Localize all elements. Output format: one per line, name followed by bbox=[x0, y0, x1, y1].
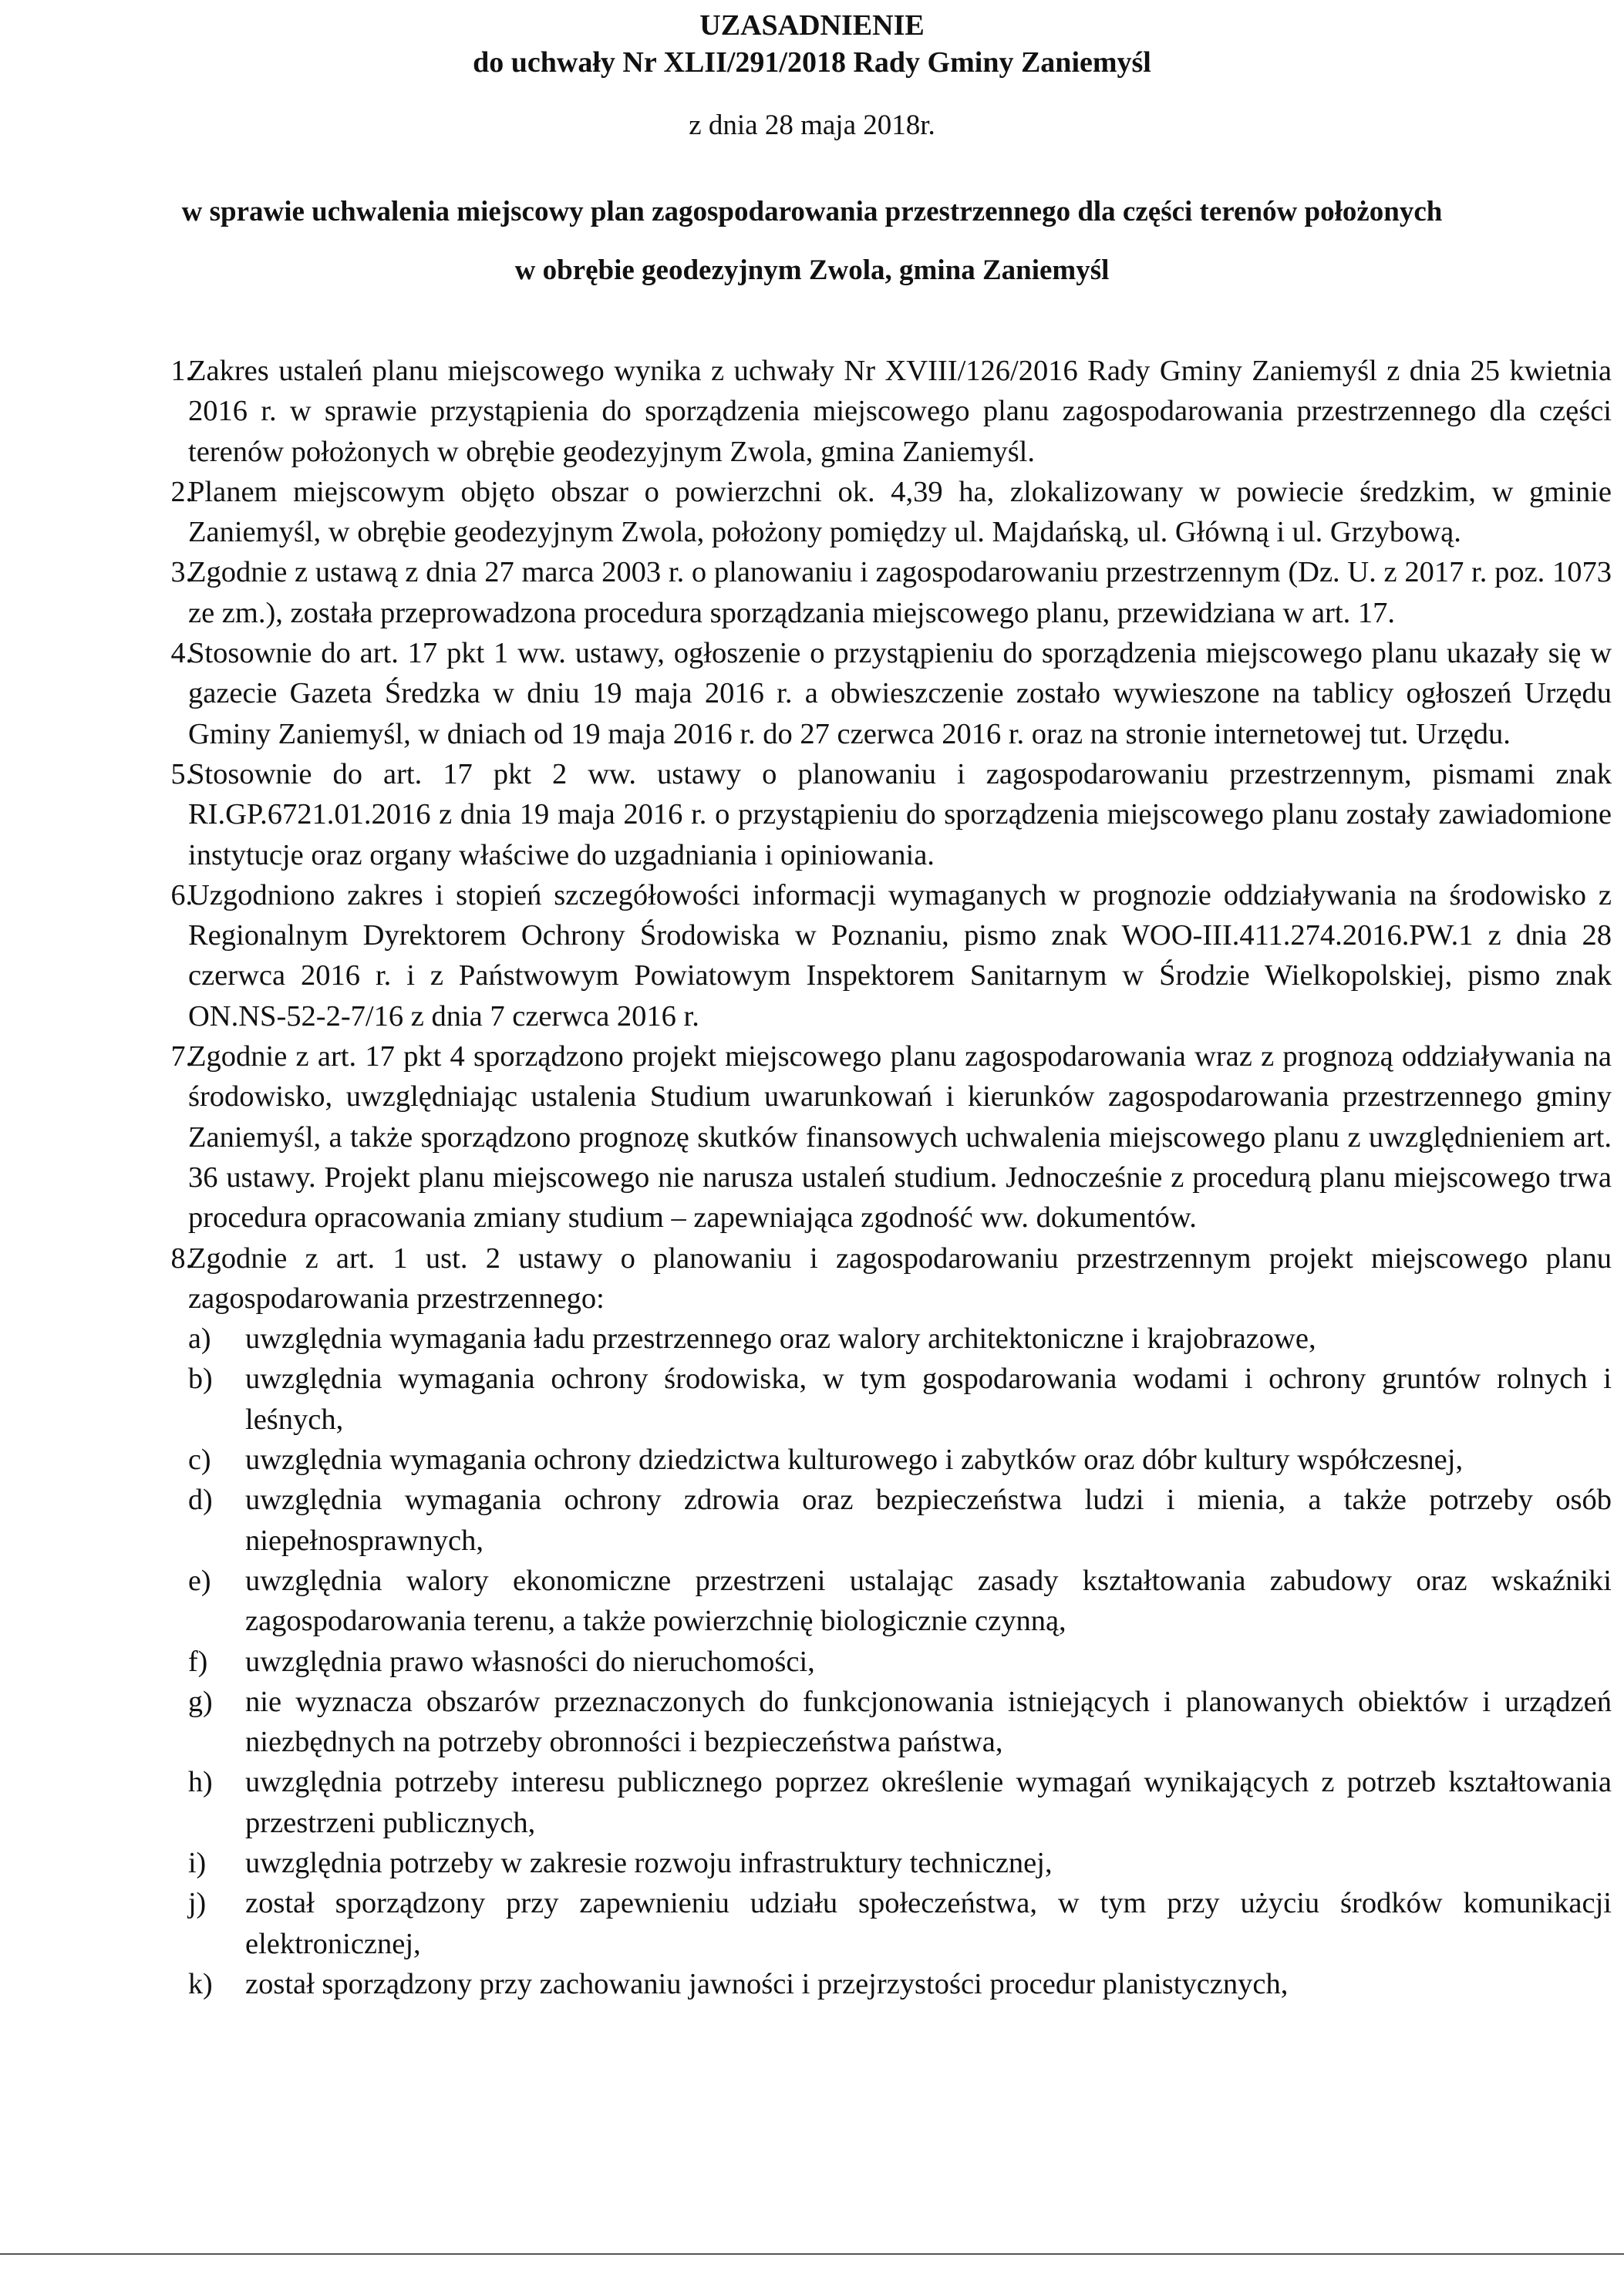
sub-item-letter: g) bbox=[188, 1685, 213, 1718]
sub-item-letter: k) bbox=[188, 1967, 213, 2000]
sub-item-letter: e) bbox=[188, 1564, 211, 1597]
sub-item-g bbox=[188, 1682, 1612, 1763]
item-number: 4. bbox=[170, 637, 193, 670]
sub-item-k bbox=[188, 1964, 1612, 2004]
sub-list bbox=[188, 1319, 1612, 2004]
subject-line-2: w obrębie geodezyjnym Zwola, gmina Zaniemyśl bbox=[514, 254, 1110, 286]
sub-item-letter: b) bbox=[188, 1363, 213, 1396]
justification-list bbox=[0, 351, 1624, 2004]
document-title: UZASADNIENIE bbox=[699, 9, 925, 42]
item-number: 3. bbox=[170, 556, 193, 589]
item-number: 7. bbox=[170, 1040, 193, 1073]
item-text: Zgodnie z art. 1 ust. 2 ustawy o planowaniu i zagospodarowaniu przestrzennym projekt miejscowego planu zagospodarowania przestrzennego: bbox=[188, 1242, 1612, 1315]
sub-item-letter: j) bbox=[188, 1887, 207, 1920]
subject-line-1: w sprawie uchwalenia miejscowy plan zagospodarowania przestrzennego dla części terenów położonych bbox=[181, 196, 1443, 227]
item-text: Zgodnie z art. 17 pkt 4 sporządzono projekt miejscowego planu zagospodarowania wraz z prognozą oddziaływania na środowisko, uwzględniając ustalenia Studium uwarunkowań i kierunków zagospodarowania przestrzennego gminy Zaniemyśl, a także sporządzono prognozę skutków finansowych uchwalenia miejscowego planu z uwzględnieniem art. 36 ustawy. Projekt planu miejscowego nie narusza ustaleń studium. Jednocześnie z procedurą planu miejscowego trwa procedura opracowania zmiany studium – zapewniająca zgodność ww. dokumentów. bbox=[188, 1040, 1612, 1235]
item-number: 6. bbox=[170, 878, 193, 911]
item-text: Zgodnie z ustawą z dnia 27 marca 2003 r. o planowaniu i zagospodarowaniu przestrzennym (Dz. U. z 2017 r. poz. 1073 ze zm.), została przeprowadzona procedura sporządzania miejscowego planu, przewidziana w art. 17. bbox=[188, 556, 1612, 629]
item-text: Zakres ustaleń planu miejscowego wynika z uchwały Nr XVIII/126/2016 Rady Gminy Zaniemyśl z dnia 25 kwietnia 2016 r. w sprawie przystąpienia do sporządzenia miejscowego planu zagospodarowania przestrzennego dla części terenów położonych w obrębie geodezyjnym Zwola, gmina Zaniemyśl. bbox=[188, 355, 1612, 468]
sub-item-text: uwzględnia wymagania ładu przestrzennego oraz walory architektoniczne i krajobrazowe, bbox=[245, 1322, 1316, 1356]
sub-item-letter: d) bbox=[188, 1484, 213, 1517]
item-text: Uzgodniono zakres i stopień szczegółowości informacji wymaganych w prognozie oddziaływania na środowisko z Regionalnym Dyrektorem Ochrony Środowiska w Poznaniu, pismo znak WOO-III.411.274.2016.PW.1 z dnia 28 czerwca 2016 r. i z Państwowym Powiatowym Inspektorem Sanitarnym w Środzie Wielkopolskiej, pismo znak ON.NS-52-2-7/16 z dnia 7 czerwca 2016 r. bbox=[188, 878, 1612, 1033]
sub-item-letter: c) bbox=[188, 1444, 211, 1477]
sub-item-a bbox=[188, 1319, 1612, 1359]
sub-item-text: nie wyznacza obszarów przeznaczonych do funkcjonowania istniejących i planowanych obiektów i urządzeń niezbędnych na potrzeby obronności i bezpieczeństwa państwa, bbox=[245, 1685, 1612, 1759]
document-subtitle: do uchwały Nr XLII/291/2018 Rady Gminy Zaniemyśl bbox=[473, 46, 1151, 79]
sub-item-b bbox=[188, 1359, 1612, 1440]
sub-item-letter: f) bbox=[188, 1645, 208, 1678]
sub-item-text: został sporządzony przy zachowaniu jawności i przejrzystości procedur planistycznych, bbox=[245, 1967, 1289, 2000]
sub-item-h bbox=[188, 1762, 1612, 1843]
list-item-8 bbox=[0, 1238, 1624, 2005]
list-item-7 bbox=[0, 1036, 1624, 1238]
list-item-6 bbox=[0, 875, 1624, 1036]
document-date: z dnia 28 maja 2018r. bbox=[689, 110, 935, 141]
list-item-2 bbox=[0, 472, 1624, 553]
item-text: Planem miejscowym objęto obszar o powierzchni ok. 4,39 ha, zlokalizowany w powiecie średzkim, w gminie Zaniemyśl, w obrębie geodezyjnym Zwola, położony pomiędzy ul. Majdańską, ul. Główną i ul. Grzybową. bbox=[188, 475, 1612, 549]
sub-item-j bbox=[188, 1883, 1612, 1964]
sub-item-text: uwzględnia wymagania ochrony zdrowia oraz bezpieczeństwa ludzi i mienia, a także potrzeby osób niepełnosprawnych, bbox=[245, 1484, 1612, 1557]
sub-item-c bbox=[188, 1440, 1612, 1480]
sub-item-text: uwzględnia walory ekonomiczne przestrzeni ustalając zasady kształtowania zabudowy oraz wskaźniki zagospodarowania terenu, a także powierzchnię biologicznie czynną, bbox=[245, 1564, 1612, 1638]
list-item-1 bbox=[0, 351, 1624, 472]
sub-item-e bbox=[188, 1561, 1612, 1642]
item-number: 1. bbox=[170, 355, 193, 387]
sub-item-letter: i) bbox=[188, 1846, 207, 1879]
list-item-3 bbox=[0, 552, 1624, 633]
item-number: 8. bbox=[170, 1242, 193, 1275]
sub-item-text: uwzględnia potrzeby w zakresie rozwoju infrastruktury technicznej, bbox=[245, 1846, 1053, 1879]
sub-item-f bbox=[188, 1642, 1612, 1682]
list-item-5 bbox=[0, 754, 1624, 875]
sub-item-letter: a) bbox=[188, 1322, 211, 1356]
item-text: Stosownie do art. 17 pkt 1 ww. ustawy, ogłoszenie o przystąpieniu do sporządzenia miejscowego planu ukazały się w gazecie Gazeta Średzka w dniu 19 maja 2016 r. a obwieszczenie zostało wywieszone na tablicy ogłoszeń Urzędu Gminy Zaniemyśl, w dniach od 19 maja 2016 r. do 27 czerwca 2016 r. oraz na stronie internetowej tut. Urzędu. bbox=[188, 637, 1612, 750]
item-number: 5. bbox=[170, 757, 193, 790]
item-number: 2. bbox=[170, 475, 193, 508]
sub-item-text: uwzględnia potrzeby interesu publicznego poprzez określenie wymagań wynikających z potrzeb kształtowania przestrzeni publicznych, bbox=[245, 1766, 1612, 1839]
sub-item-text: uwzględnia prawo własności do nieruchomości, bbox=[245, 1645, 815, 1678]
sub-item-text: uwzględnia wymagania ochrony środowiska, w tym gospodarowania wodami i ochrony gruntów rolnych i leśnych, bbox=[245, 1363, 1612, 1436]
footer-divider bbox=[0, 2253, 1624, 2255]
sub-item-text: uwzględnia wymagania ochrony dziedzictwa kulturowego i zabytków oraz dóbr kultury współczesnej, bbox=[245, 1444, 1464, 1477]
sub-item-d bbox=[188, 1480, 1612, 1561]
list-item-4 bbox=[0, 633, 1624, 754]
sub-item-i bbox=[188, 1843, 1612, 1883]
item-text: Stosownie do art. 17 pkt 2 ww. ustawy o planowaniu i zagospodarowaniu przestrzennym, pismami znak RI.GP.6721.01.2016 z dnia 19 maja 2016 r. o przystąpieniu do sporządzenia miejscowego planu zostały zawiadomione instytucje oraz organy właściwe do uzgadniania i opiniowania. bbox=[188, 757, 1612, 871]
sub-item-text: został sporządzony przy zapewnieniu udziału społeczeństwa, w tym przy użyciu środków komunikacji elektronicznej, bbox=[245, 1887, 1612, 1960]
sub-item-letter: h) bbox=[188, 1766, 213, 1799]
